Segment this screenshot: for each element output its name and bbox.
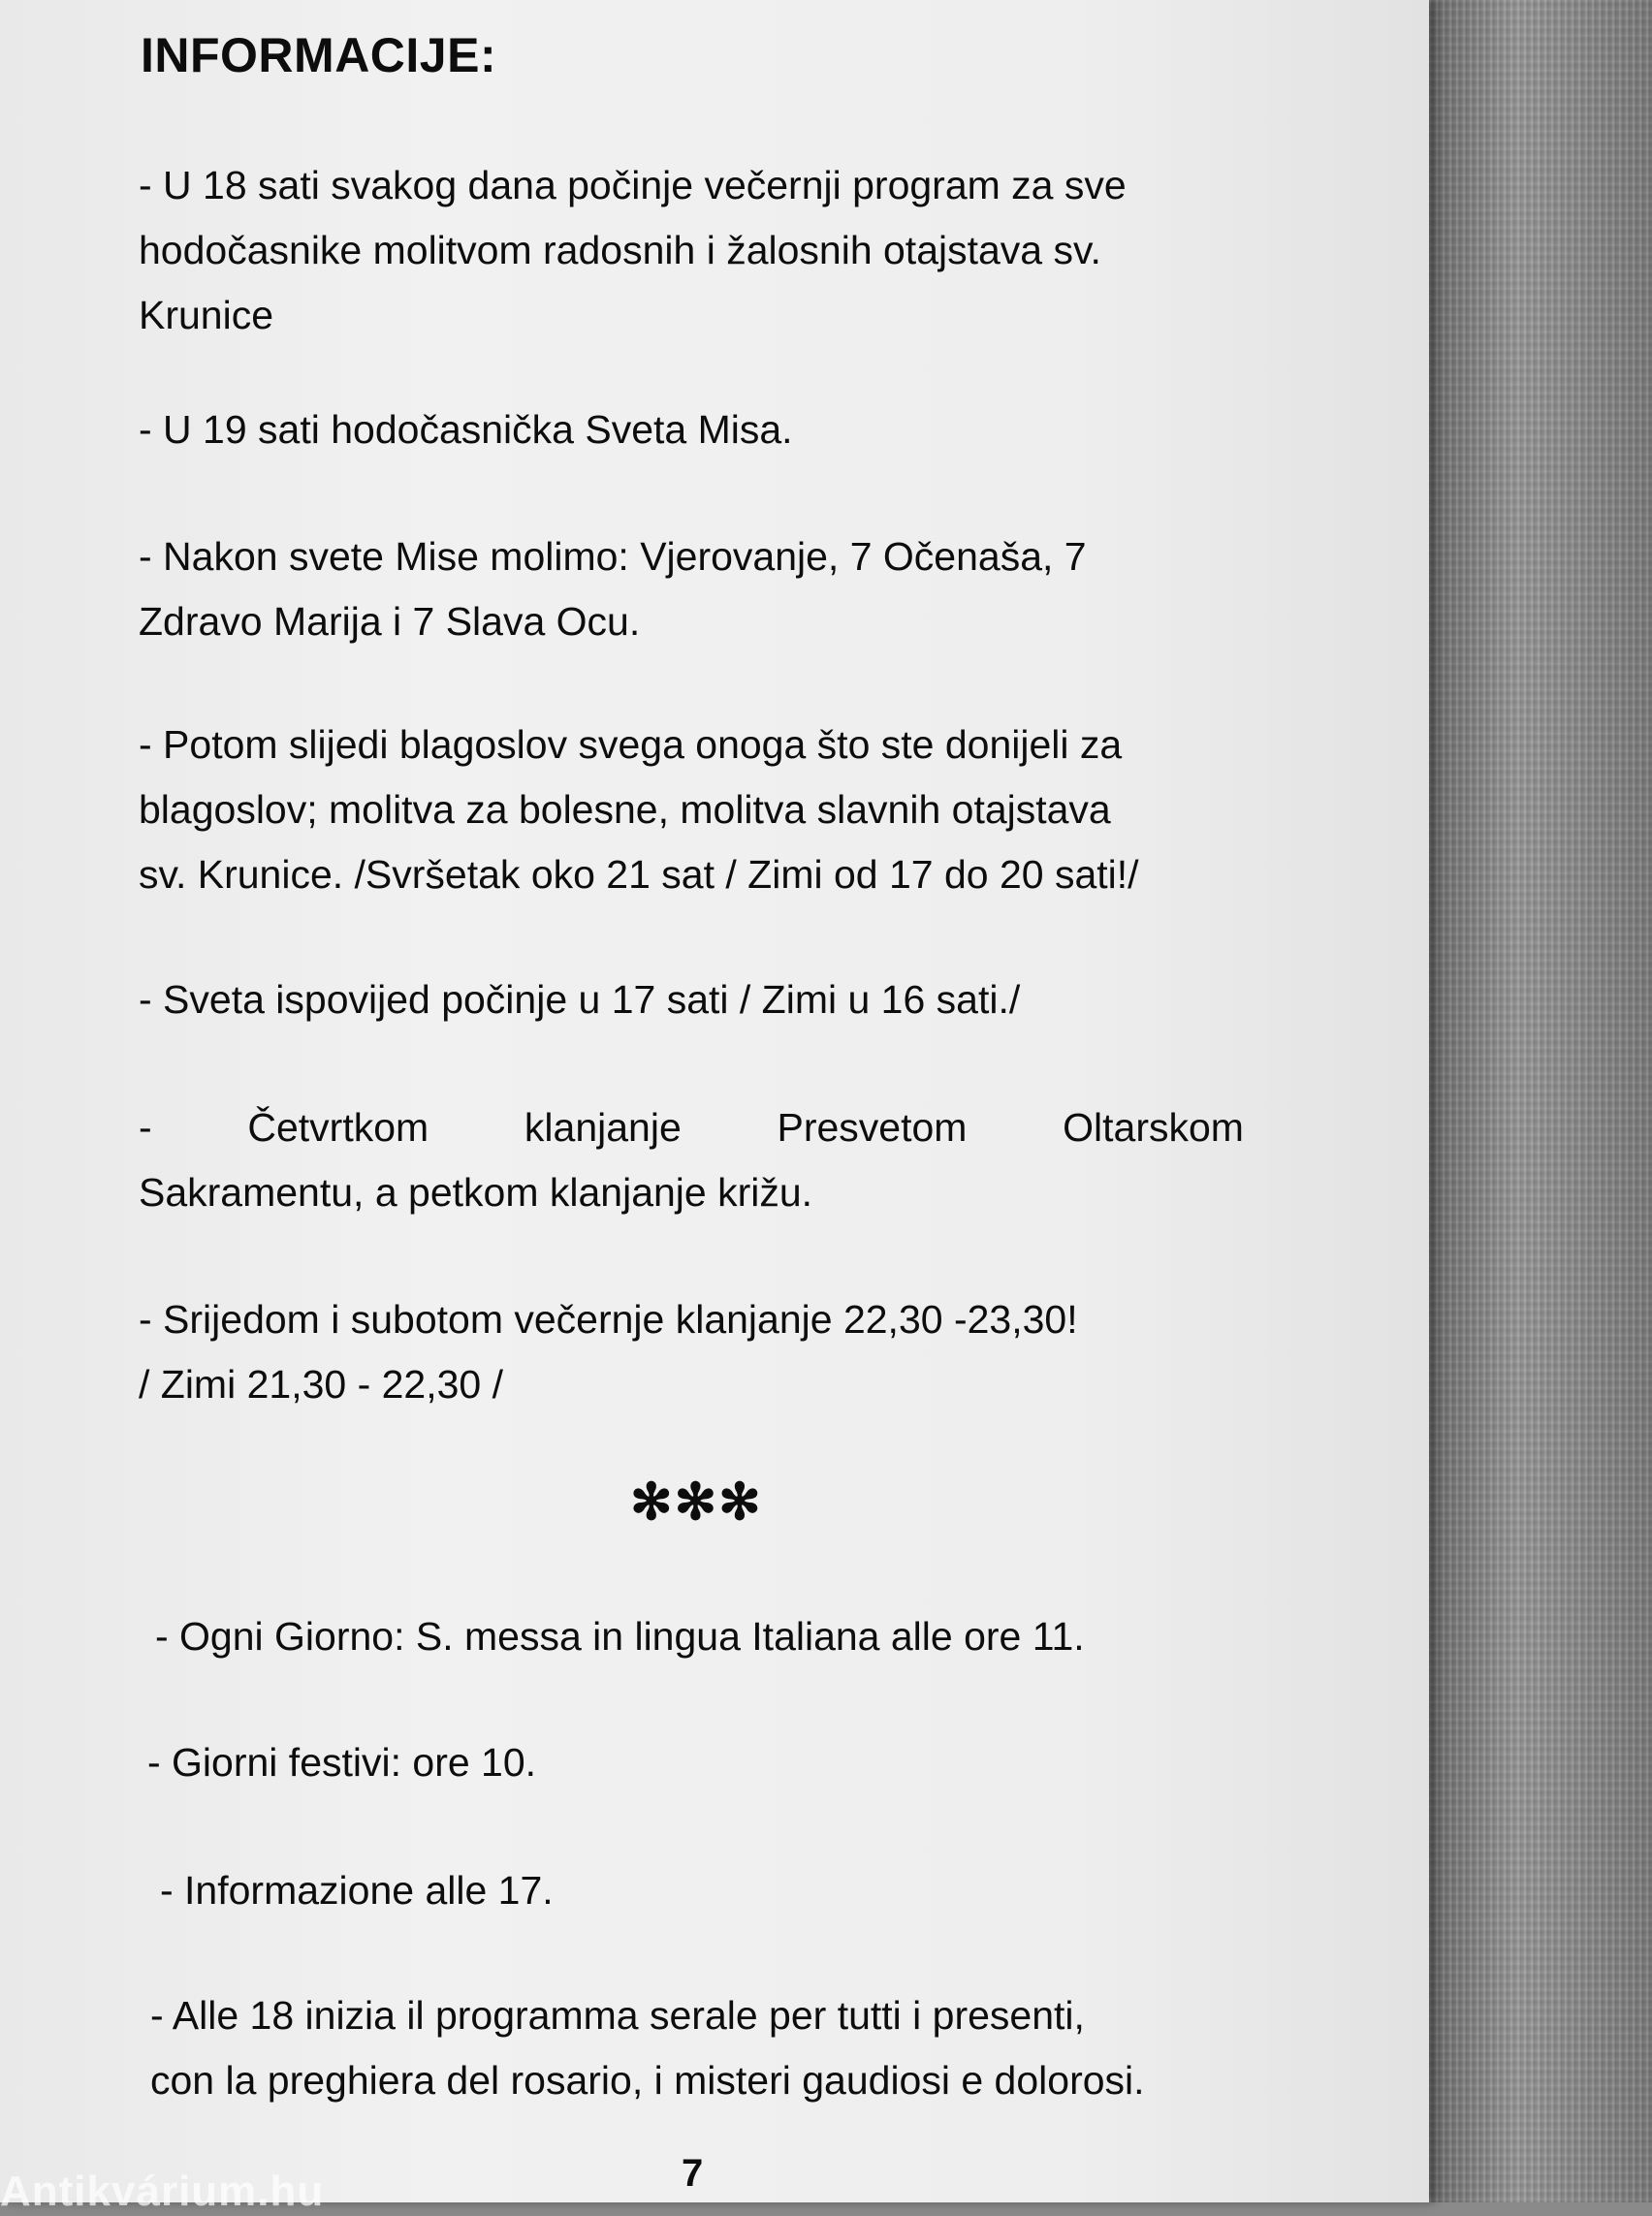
text-line: sv. Krunice. /Svršetak oko 21 sat / Zimi od 17 do 20 sati!/ bbox=[139, 852, 1139, 897]
paragraph-evening-program bbox=[139, 153, 1244, 348]
text-line: - Srijedom i subotom večernje klanjanje 22,30 -23,30! bbox=[139, 1297, 1078, 1342]
paragraph-adoration bbox=[139, 1095, 1244, 1225]
paragraph-confession bbox=[139, 967, 1244, 1032]
text-line: - Alle 18 inizia il programma serale per tutti i presenti, bbox=[150, 1993, 1085, 2038]
paragraph-blessing bbox=[139, 712, 1244, 907]
text-line: - Potom slijedi blagoslov svega onoga što ste donijeli za bbox=[139, 722, 1123, 767]
text-line: - Giorni festivi: ore 10. bbox=[147, 1740, 537, 1785]
text-line: hodočasnike molitvom radosnih i žalosnih otajstava sv. bbox=[139, 228, 1101, 272]
word: klanjanje bbox=[524, 1105, 682, 1150]
paragraph-italian-evening-program bbox=[150, 1983, 1255, 2113]
paragraph-evening-adoration bbox=[139, 1287, 1244, 1417]
page-number: 7 bbox=[682, 2152, 704, 2195]
paragraph-after-mass-prayers bbox=[139, 524, 1244, 654]
word: Presvetom bbox=[777, 1105, 968, 1150]
background-surface bbox=[1429, 0, 1652, 2202]
text-line: - U 18 sati svakog dana počinje večernji program za sve bbox=[139, 163, 1127, 207]
paragraph-holy-mass bbox=[139, 397, 1244, 462]
paragraph-italian-information bbox=[160, 1858, 1265, 1923]
text-line: - U 19 sati hodočasnička Sveta Misa. bbox=[139, 407, 793, 452]
text-line: con la preghiera del rosario, i misteri gaudiosi e dolorosi. bbox=[150, 2058, 1145, 2103]
justified-text-line bbox=[139, 1095, 1244, 1160]
watermark: Antikvárium.hu bbox=[0, 2168, 325, 2215]
word: - bbox=[139, 1105, 152, 1150]
word: Četvrtkom bbox=[247, 1105, 429, 1150]
paragraph-italian-mass bbox=[155, 1604, 1260, 1669]
text-line: - Informazione alle 17. bbox=[160, 1868, 554, 1913]
text-line: Krunice bbox=[139, 293, 274, 337]
text-line: blagoslov; molitva za bolesne, molitva slavnih otajstava bbox=[139, 787, 1111, 832]
text-line: - Sveta ispovijed počinje u 17 sati / Zimi u 16 sati./ bbox=[139, 977, 1021, 1022]
text-line: - Nakon svete Mise molimo: Vjerovanje, 7 Očenaša, 7 bbox=[139, 534, 1087, 579]
text-line: Sakramentu, a petkom klanjanje križu. bbox=[139, 1170, 813, 1215]
text-line: / Zimi 21,30 - 22,30 / bbox=[139, 1362, 504, 1407]
page-heading: INFORMACIJE: bbox=[141, 28, 497, 82]
text-line: - Ogni Giorno: S. messa in lingua Italiana alle ore 11. bbox=[155, 1614, 1085, 1659]
word: Oltarskom bbox=[1063, 1105, 1244, 1150]
paragraph-italian-holidays bbox=[147, 1730, 1253, 1795]
section-separator: ✻✻✻ bbox=[630, 1474, 763, 1531]
text-line: Zdravo Marija i 7 Slava Ocu. bbox=[139, 599, 641, 644]
